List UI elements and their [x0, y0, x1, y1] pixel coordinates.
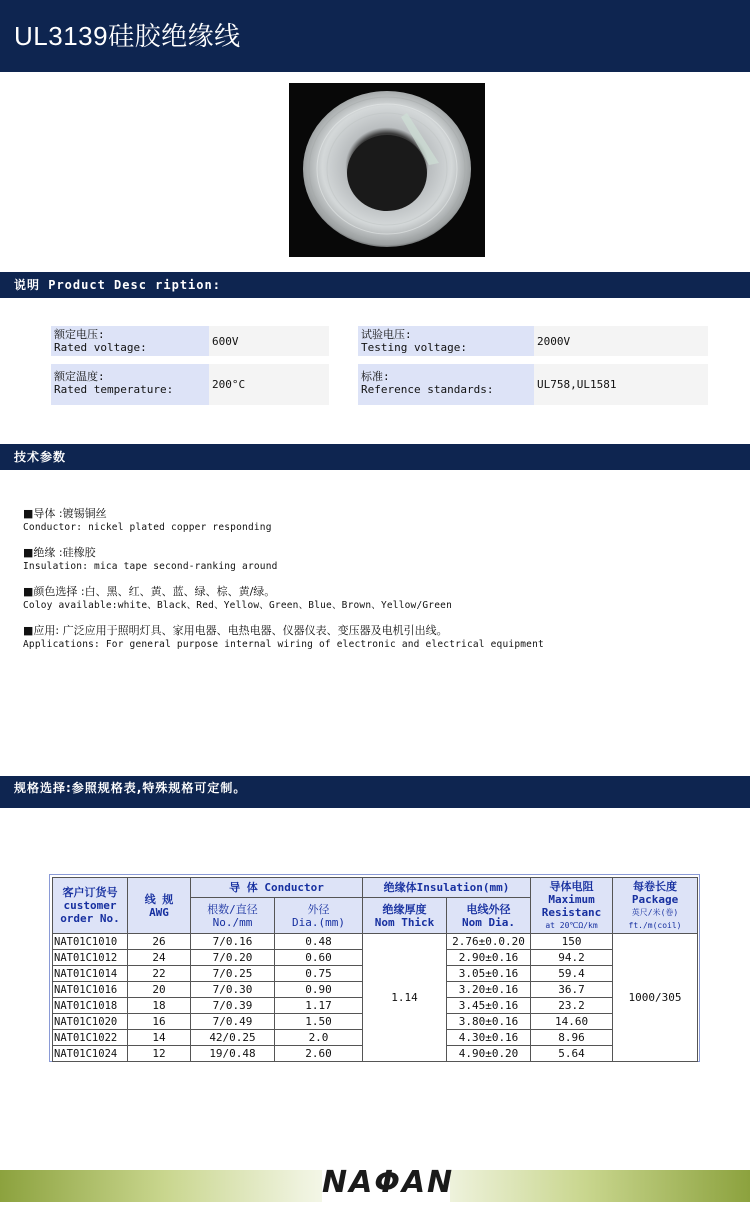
cell-order-no: NAT01C1022 [53, 1030, 128, 1046]
cell-conductor-od: 1.17 [275, 998, 363, 1014]
rated-voltage-label-en: Rated voltage: [54, 341, 147, 354]
cell-order-no: NAT01C1018 [53, 998, 128, 1014]
cell-wire-od: 2.76±0.0.20 [447, 934, 531, 950]
cell-conductor-od: 2.60 [275, 1046, 363, 1062]
header-package-unit1: 英尺/米(卷) [631, 907, 679, 917]
header-strands-en: No./mm [212, 915, 253, 929]
header-strands [191, 898, 275, 934]
cell-resistance: 36.7 [531, 982, 613, 998]
feature-colors-cn: ■颜色选择 :白、黑、红、黄、蓝、绿、棕、黄/绿。 [23, 585, 276, 598]
rated-temperature-label [51, 364, 209, 405]
header-wire-od-cn: 电线外径 [466, 902, 511, 916]
page-header [0, 0, 750, 72]
feature-insulation [23, 546, 278, 573]
feature-insulation-en: Insulation: mica tape second-ranking around [23, 561, 278, 572]
cell-strands: 7/0.30 [191, 982, 275, 998]
cell-awg: 26 [128, 934, 191, 950]
cell-conductor-od: 0.75 [275, 966, 363, 982]
feature-applications-cn: ■应用: 广泛应用于照明灯具、家用电器、电热电器、仪器仪表、变压器及电机引出线。 [23, 624, 448, 637]
cell-wire-od: 3.05±0.16 [447, 966, 531, 982]
rated-temperature-label-en: Rated temperature: [54, 383, 174, 396]
cell-wire-od: 3.45±0.16 [447, 998, 531, 1014]
cell-order-no: NAT01C1016 [53, 982, 128, 998]
cell-order-no: NAT01C1014 [53, 966, 128, 982]
cell-resistance: 8.96 [531, 1030, 613, 1046]
testing-voltage-label-cn: 试验电压: [361, 328, 412, 341]
header-order-no [53, 878, 128, 934]
cell-wire-od: 2.90±0.16 [447, 950, 531, 966]
cell-conductor-od: 1.50 [275, 1014, 363, 1030]
cell-resistance: 23.2 [531, 998, 613, 1014]
product-photo [289, 83, 485, 257]
section-title-selection: 规格选择:参照规格表,特殊规格可定制。 [0, 776, 750, 808]
cell-resistance: 5.64 [531, 1046, 613, 1062]
testing-voltage-label [358, 326, 534, 356]
cell-wire-od: 4.90±0.20 [447, 1046, 531, 1062]
header-thickness-cn: 绝缘厚度 [382, 902, 427, 916]
cell-package: 1000/305 [613, 934, 698, 1062]
rated-temperature-value: 200°C [209, 364, 329, 405]
cell-resistance: 59.4 [531, 966, 613, 982]
cell-thickness: 1.14 [363, 934, 447, 1062]
cell-resistance: 14.60 [531, 1014, 613, 1030]
testing-voltage-value: 2000V [534, 326, 708, 356]
cell-conductor-od: 0.48 [275, 934, 363, 950]
cell-resistance: 94.2 [531, 950, 613, 966]
feature-applications [23, 624, 544, 651]
feature-conductor-cn: ■导体 :镀锡铜丝 [23, 507, 107, 520]
header-package-en: Package [631, 892, 679, 906]
cell-awg: 24 [128, 950, 191, 966]
cell-resistance: 150 [531, 934, 613, 950]
header-resistance [531, 878, 613, 934]
cell-strands: 7/0.20 [191, 950, 275, 966]
wire-coil-image [289, 83, 485, 257]
rated-temperature-label-cn: 额定温度: [54, 370, 105, 383]
feature-insulation-cn: ■绝缘 :硅橡胶 [23, 546, 96, 559]
header-order-no-en1: customer [63, 899, 117, 912]
header-wire-od-en: Nom Dia. [462, 915, 515, 929]
header-package [613, 878, 698, 934]
reference-standards-label [358, 364, 534, 405]
header-order-no-cn: 客户订货号 [62, 886, 118, 899]
feature-colors [23, 585, 452, 612]
header-insulation: 绝缘体Insulation(mm) [363, 878, 531, 898]
header-conductor: 导 体 Conductor [191, 878, 363, 898]
cell-conductor-od: 0.90 [275, 982, 363, 998]
reference-standards-value: UL758,UL1581 [534, 364, 708, 405]
cell-wire-od: 3.80±0.16 [447, 1014, 531, 1030]
header-package-unit2: ft./m(coil) [628, 920, 682, 930]
header-strands-cn: 根数/直径 [207, 902, 258, 916]
cell-conductor-od: 2.0 [275, 1030, 363, 1046]
header-resistance-cn: 导体电阻 [549, 879, 594, 893]
header-awg [128, 878, 191, 934]
rated-voltage-value: 600V [209, 326, 329, 356]
table-row [53, 934, 698, 950]
feature-conductor-en: Conductor: nickel plated copper responding [23, 522, 272, 533]
reference-standards-label-cn: 标准: [361, 370, 390, 383]
section-title-description: 说明 Product Desc ription: [0, 272, 750, 298]
cell-awg: 18 [128, 998, 191, 1014]
feature-applications-en: Applications: For general purpose internal wiring of electronic and electrical equipment [23, 639, 544, 650]
cell-awg: 14 [128, 1030, 191, 1046]
cell-strands: 7/0.25 [191, 966, 275, 982]
cell-strands: 7/0.49 [191, 1014, 275, 1030]
brand-logo: NAΦAN [322, 1163, 450, 1203]
header-thickness-en: Nom Thick [374, 915, 435, 929]
header-awg-en: AWG [149, 905, 169, 919]
cell-wire-od: 3.20±0.16 [447, 982, 531, 998]
header-resistance-unit: at 20℃Ω/km [545, 920, 598, 930]
reference-standards-label-en: Reference standards: [361, 383, 494, 396]
header-conductor-od [275, 898, 363, 934]
cell-order-no: NAT01C1010 [53, 934, 128, 950]
header-conductor-od-cn: 外径 [307, 902, 330, 916]
cell-order-no: NAT01C1024 [53, 1046, 128, 1062]
feature-conductor [23, 507, 272, 534]
cell-strands: 7/0.39 [191, 998, 275, 1014]
cell-awg: 16 [128, 1014, 191, 1030]
cell-conductor-od: 0.60 [275, 950, 363, 966]
header-order-no-en2: order No. [60, 912, 120, 925]
rated-voltage-label [51, 326, 209, 356]
header-package-cn: 每卷长度 [633, 879, 678, 893]
header-wire-od [447, 898, 531, 934]
cell-awg: 20 [128, 982, 191, 998]
cell-strands: 19/0.48 [191, 1046, 275, 1062]
cell-strands: 42/0.25 [191, 1030, 275, 1046]
cell-awg: 12 [128, 1046, 191, 1062]
testing-voltage-label-en: Testing voltage: [361, 341, 467, 354]
header-awg-cn: 线 规 [144, 892, 174, 906]
rated-voltage-label-cn: 额定电压: [54, 328, 105, 341]
page-title: UL3139硅胶绝缘线 [14, 21, 241, 51]
cell-order-no: NAT01C1012 [53, 950, 128, 966]
cell-strands: 7/0.16 [191, 934, 275, 950]
cell-order-no: NAT01C1020 [53, 1014, 128, 1030]
header-resistance-en2: Resistanc [541, 905, 602, 919]
spec-table [52, 877, 698, 1062]
cell-wire-od: 4.30±0.16 [447, 1030, 531, 1046]
cell-awg: 22 [128, 966, 191, 982]
spec-table-frame [49, 874, 700, 1062]
header-thickness [363, 898, 447, 934]
header-resistance-en1: Maximum [548, 892, 595, 906]
section-title-technical: 技术参数 [0, 444, 750, 470]
feature-colors-en: Coloy available:white、Black、Red、Yellow、Green、Blue、Brown、Yellow/Green [23, 600, 452, 611]
header-conductor-od-en: Dia.(mm) [292, 915, 345, 929]
spec-table-body [53, 934, 698, 1062]
